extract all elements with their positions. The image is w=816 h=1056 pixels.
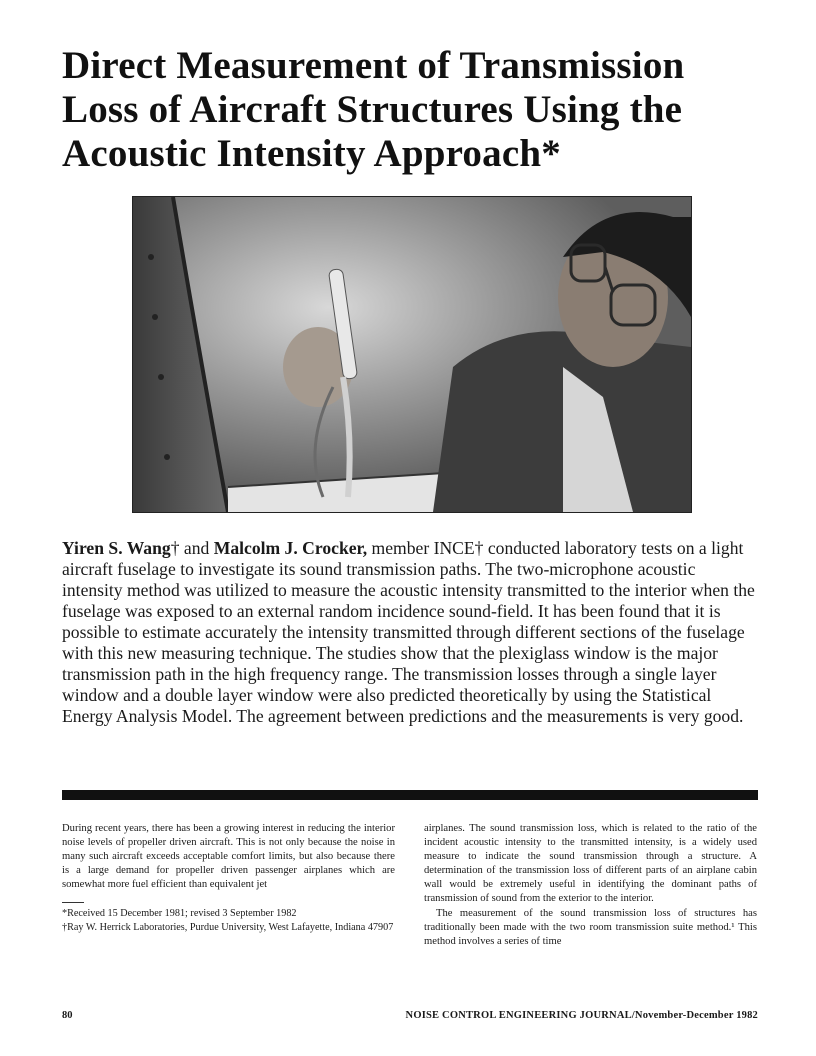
author-name: Yiren S. Wang <box>62 538 171 558</box>
body-column-left <box>62 822 395 934</box>
body-paragraph: The measurement of the sound transmission loss of structures has traditionally been made with the two room transmission suite method.¹ This method involves a series of time <box>424 907 757 947</box>
footnote-divider <box>62 902 84 903</box>
footnotes <box>62 907 395 934</box>
dagger-mark: † <box>170 538 180 558</box>
body-paragraph: During recent years, there has been a growing interest in reducing the interior noise levels of propeller driven aircraft. This is not only because the noise in many such aircraft exceeds acceptable comfort limits, but also because there is a large demand for propeller driven passenger airplanes which are somewhat more fuel efficient than equivalent jet <box>62 823 395 891</box>
article-title <box>62 44 762 176</box>
dagger-mark: † <box>474 538 484 558</box>
title-line: Direct Measurement of Transmission <box>62 44 685 87</box>
membership: member INCE <box>371 538 475 558</box>
title-line: Acoustic Intensity Approach* <box>62 132 561 175</box>
footnote-affiliation: †Ray W. Herrick Laboratories, Purdue University, West Lafayette, Indiana 47907 <box>62 921 394 933</box>
footnote-received: *Received 15 December 1981; revised 3 September 1982 <box>62 908 297 920</box>
abstract-text: conducted laboratory tests on a light aircraft fuselage to investigate its sound transmission paths. The two-microphone acoustic intensity method was utilized to measure the acoustic intensity transmitted to the interior when the fuselage was exposed to an external random incidence sound-field. It has been found that it is possible to estimate accurately the intensity transmitted through different sections of the fuselage with this new measuring technique. The studies show that the plexiglass window is the major transmission path in the high frequency range. The transmission losses through a single layer window and a double layer window were also predicted theoretically by using the Statistical Energy Analysis Model. The agreement between predictions and the measurements is very good. <box>62 538 755 726</box>
journal-citation: NOISE CONTROL ENGINEERING JOURNAL/November-December 1982 <box>405 1010 758 1021</box>
body-paragraph: airplanes. The sound transmission loss, which is related to the ratio of the incident acoustic intensity to the transmitted intensity, is a widely used measure to indicate the sound transmission through a structure. A determination of the transmission loss of different parts of an airplane cabin wall would be extremely useful in identifying the dominant paths of transmission of sound from the exterior to the interior. <box>424 823 757 905</box>
conjunction: and <box>183 538 210 558</box>
article-photo <box>132 196 692 513</box>
author-name: Malcolm J. Crocker, <box>213 538 368 558</box>
page-footer <box>62 1010 758 1024</box>
page-number: 80 <box>62 1010 73 1021</box>
title-line: Loss of Aircraft Structures Using the <box>62 88 683 131</box>
photo-researcher-with-intensity-probe-icon <box>133 197 691 512</box>
abstract <box>62 538 758 727</box>
body-column-right <box>424 822 757 949</box>
section-divider <box>62 790 758 800</box>
